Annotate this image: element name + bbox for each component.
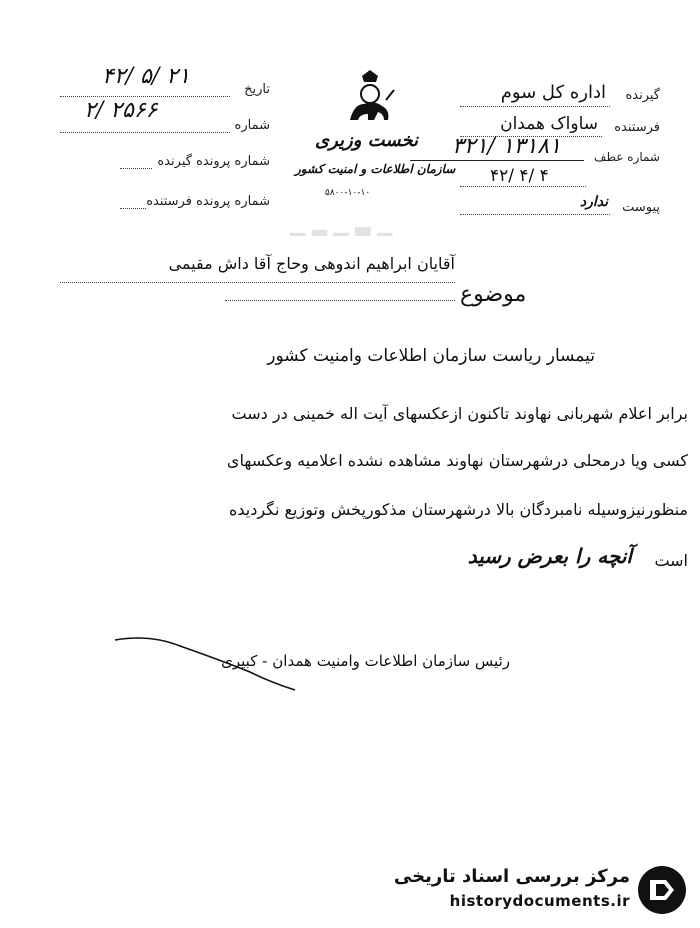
date-dots (60, 96, 230, 97)
subject-dots (60, 282, 455, 283)
subject-text: آقایان ابراهیم اندوهی وحاج آقا داش مقیمی (168, 254, 455, 273)
receiver-file-label: شماره پرونده گیرنده (157, 154, 270, 169)
addressee: تیمسار ریاست سازمان اطلاعات وامنیت کشور (267, 346, 595, 366)
handwritten-note: آنچه را بعرض رسید (467, 544, 632, 568)
faint-ghost-text: ▁ ▂ ▁ ▃ ▁ (290, 212, 393, 236)
watermark (393, 860, 690, 920)
number-label: شماره (234, 118, 270, 133)
sender-label: فرستنده (614, 120, 660, 135)
sender-file-dots (120, 208, 146, 209)
ref-number-row (410, 134, 660, 168)
receiver-file-dots (120, 168, 152, 169)
attachment-value: ندارد (579, 194, 608, 210)
attachment-row (460, 192, 660, 218)
ref-date-value: ۴۲/ ۴/ ۴ (490, 166, 549, 186)
watermark-title: مرکز بررسی اسناد تاریخی (393, 866, 630, 887)
ref-date-row (460, 166, 660, 190)
body-line-2: کسی ویا درمحلی درشهرستان نهاوند مشاهده نشده اعلامیه وعکسهای (226, 451, 688, 470)
recipient-value: اداره کل سوم (500, 82, 606, 103)
sender-file-row (120, 188, 270, 214)
ref-number-label: شماره عطف (594, 150, 660, 164)
attachment-label: پیوست (622, 200, 660, 215)
lion-and-sun-icon (340, 70, 400, 128)
signature-line: رئیس سازمان اطلاعات وامنیت همدان - کبیری (221, 652, 510, 670)
body-line-1: برابر اعلام شهربانی نهاوند تاکنون ازعکسهای آیت اله خمینی در دست (231, 404, 688, 423)
emblem-title: نخست وزیری (315, 130, 419, 151)
watermark-url: historydocuments.ir (449, 892, 630, 910)
number-row (60, 98, 270, 134)
subject-label-dots (225, 300, 455, 301)
recipient-row (460, 82, 660, 110)
body-line-3: منظورنیزوسیله نامبردگان بالا درشهرستان مذکورپخش وتوزیع نگردیده (228, 500, 688, 519)
attachment-dots (460, 214, 610, 215)
ref-number-value: ۳۲۱/ ۱۳۱۸۱ (452, 134, 561, 159)
sender-file-label: شماره پرونده فرستنده (146, 194, 270, 209)
emblem-small-text: ۵۸۰۰-۱۰-۱۰ (325, 188, 371, 198)
sender-value: ساواک همدان (500, 114, 598, 134)
subject-label: موضوع (460, 282, 527, 307)
date-row (60, 64, 270, 98)
date-label: تاریخ (244, 82, 270, 97)
receiver-file-row (120, 148, 270, 174)
number-dots (60, 132, 230, 133)
emblem-subtitle: سازمان اطلاعات و امنیت کشور (295, 162, 456, 176)
body-line-4: است (654, 551, 688, 570)
ref-number-underline (410, 160, 584, 161)
signature-scribble (110, 632, 300, 692)
recipient-dots (460, 106, 610, 107)
ref-date-dots (460, 186, 586, 187)
number-value: ۲/ ۲۵۶۶ (84, 98, 158, 123)
archive-logo-icon (636, 864, 688, 916)
date-value: ۴۲/ ۵/ ۲۱ (102, 64, 190, 89)
recipient-label: گیرنده (625, 88, 660, 103)
